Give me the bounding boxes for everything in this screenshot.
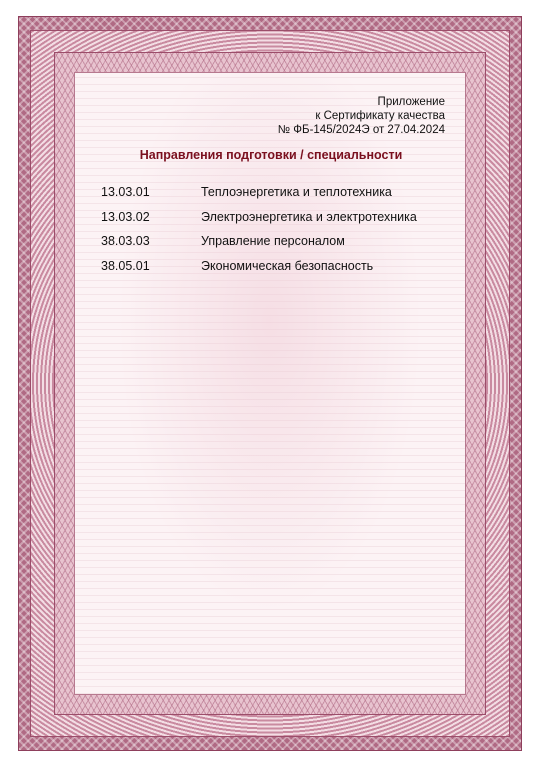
appendix-line-2: к Сертификату качества xyxy=(315,110,445,122)
specialty-code: 38.05.01 xyxy=(101,258,150,273)
list-item xyxy=(101,254,451,279)
specialty-code: 38.03.03 xyxy=(101,234,150,249)
document-title: Направления подготовки / специальности xyxy=(139,148,403,162)
appendix-line-1: Приложение xyxy=(377,96,445,108)
specialties-list xyxy=(101,180,451,278)
document-content xyxy=(74,72,466,695)
specialty-name: Экономическая безопасность xyxy=(201,258,374,273)
specialty-name: Электроэнергетика и электротехника xyxy=(201,209,417,224)
list-item xyxy=(101,229,451,254)
list-item xyxy=(101,180,451,205)
appendix-line-3: № ФБ-145/2024Э от 27.04.2024 xyxy=(277,124,445,136)
specialty-code: 13.03.01 xyxy=(101,185,150,200)
specialty-name: Управление персоналом xyxy=(201,234,345,249)
specialty-code: 13.03.02 xyxy=(101,209,150,224)
list-item xyxy=(101,205,451,230)
appendix-header xyxy=(278,95,445,137)
specialty-name: Теплоэнергетика и теплотехника xyxy=(201,185,392,200)
